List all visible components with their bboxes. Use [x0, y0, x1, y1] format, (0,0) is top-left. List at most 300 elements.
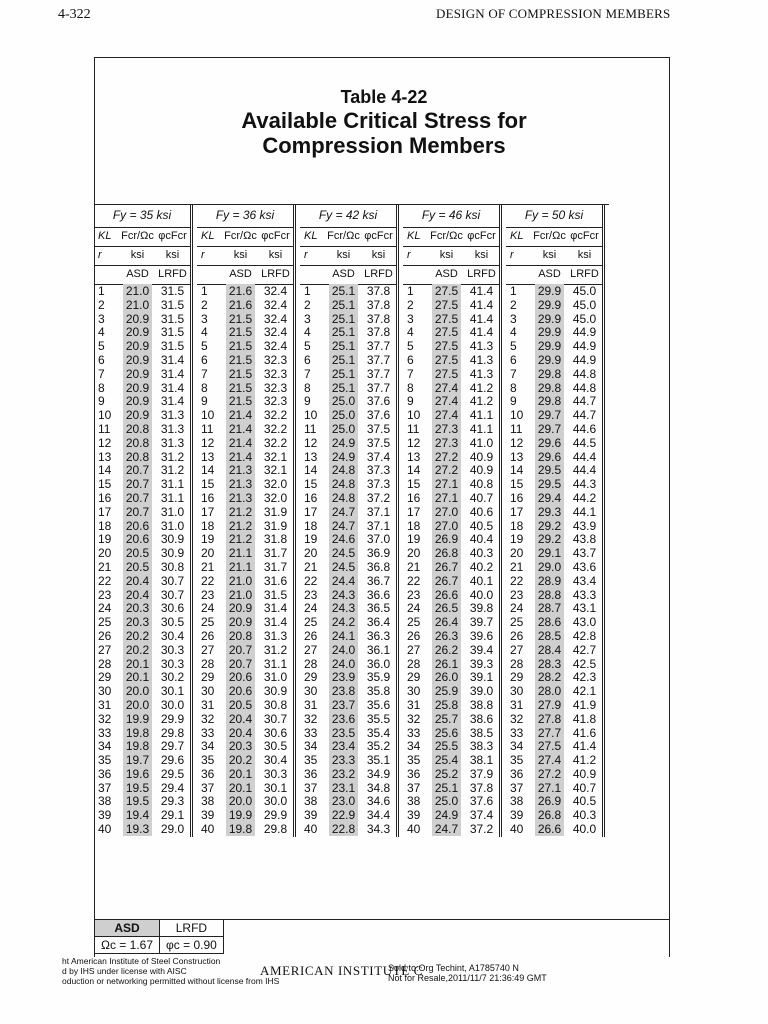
column-header: φcFcr — [258, 228, 295, 247]
table-row — [506, 340, 604, 354]
lrfd-stress-value: 31.4 — [258, 602, 295, 616]
asd-cell — [532, 561, 567, 575]
lrfd-stress-value: 31.0 — [155, 520, 192, 534]
kl-r-value: 34 — [201, 739, 215, 754]
lrfd-stress-value: 31.3 — [155, 437, 192, 451]
kl-r-value: 28 — [304, 656, 318, 671]
table-row — [403, 326, 501, 340]
table-row — [197, 368, 295, 382]
asd-stress-value: 29.7 — [535, 408, 564, 422]
lrfd-stress-value: 41.2 — [464, 395, 501, 409]
asd-cell — [429, 823, 464, 837]
table-label: Table 4-22 — [340, 87, 428, 107]
asd-cell — [326, 713, 361, 727]
asd-cell — [326, 754, 361, 768]
kl-r-value: 24 — [304, 601, 318, 616]
lrfd-stress-value: 31.0 — [258, 671, 295, 685]
lrfd-stress-value: 31.4 — [155, 395, 192, 409]
lrfd-stress-value: 31.1 — [258, 658, 295, 672]
kl-r-value: 21 — [98, 559, 112, 574]
asd-cell — [326, 699, 361, 713]
column-header: ASD — [120, 266, 155, 285]
lrfd-stress-value: 37.4 — [361, 451, 398, 465]
table-row — [197, 740, 295, 754]
table-row — [506, 754, 604, 768]
asd-cell — [120, 464, 155, 478]
kl-r-value: 32 — [510, 711, 524, 726]
lrfd-stress-value: 40.2 — [464, 561, 501, 575]
table-row — [403, 589, 501, 603]
table-row — [300, 464, 398, 478]
asd-cell — [532, 326, 567, 340]
lrfd-stress-value: 37.5 — [361, 423, 398, 437]
kl-r-value: 10 — [304, 408, 318, 423]
lrfd-stress-value: 40.7 — [464, 492, 501, 506]
lrfd-stress-value: 37.6 — [361, 409, 398, 423]
table-row — [94, 671, 192, 685]
asd-cell — [326, 368, 361, 382]
lrfd-stress-value: 35.9 — [361, 671, 398, 685]
table-row — [506, 685, 604, 699]
kl-r-value: 33 — [304, 725, 318, 740]
kl-r-value: 4 — [304, 325, 311, 340]
lrfd-stress-value: 32.4 — [258, 326, 295, 340]
table-row — [300, 630, 398, 644]
asd-cell — [532, 506, 567, 520]
asd-stress-value: 24.8 — [329, 491, 358, 505]
lrfd-stress-value: 40.7 — [567, 782, 604, 796]
asd-stress-value: 27.5 — [432, 325, 461, 339]
asd-stress-value: 19.9 — [123, 712, 152, 726]
lrfd-stress-value: 36.4 — [361, 616, 398, 630]
table-row — [94, 326, 192, 340]
lrfd-stress-value: 44.3 — [567, 478, 604, 492]
lrfd-stress-value: 37.8 — [361, 285, 398, 299]
lrfd-stress-value: 36.9 — [361, 547, 398, 561]
kl-r-value: 38 — [201, 794, 215, 809]
table-row — [300, 713, 398, 727]
table-row — [506, 299, 604, 313]
asd-stress-value: 27.4 — [432, 381, 461, 395]
table-row — [94, 506, 192, 520]
column-header: KL — [403, 228, 429, 247]
lrfd-stress-value: 30.0 — [155, 699, 192, 713]
lrfd-stress-value: 32.0 — [258, 492, 295, 506]
table-row — [403, 547, 501, 561]
table-row — [506, 713, 604, 727]
asd-cell — [429, 768, 464, 782]
kl-r-value: 11 — [201, 421, 214, 436]
kl-r-value: 19 — [201, 532, 215, 547]
asd-stress-value: 26.8 — [432, 546, 461, 560]
kl-r-value: 17 — [510, 504, 524, 519]
table-row — [197, 299, 295, 313]
kl-r-value: 27 — [201, 642, 215, 657]
table-row — [94, 382, 192, 396]
lrfd-stress-value: 44.5 — [567, 437, 604, 451]
asd-cell — [532, 699, 567, 713]
asd-cell — [429, 616, 464, 630]
kl-r-value: 40 — [304, 822, 318, 837]
kl-r-value: 27 — [407, 642, 421, 657]
kl-r-value: 27 — [304, 642, 318, 657]
asd-cell — [223, 533, 258, 547]
asd-stress-value: 29.3 — [535, 505, 564, 519]
table-row — [94, 492, 192, 506]
lrfd-stress-value: 44.7 — [567, 409, 604, 423]
kl-r-value: 31 — [407, 697, 421, 712]
kl-r-value: 33 — [510, 725, 524, 740]
asd-stress-value: 21.5 — [226, 394, 255, 408]
asd-cell — [326, 658, 361, 672]
kl-r-value: 16 — [98, 490, 112, 505]
asd-stress-value: 29.7 — [535, 422, 564, 436]
lrfd-stress-value: 41.4 — [567, 740, 604, 754]
lrfd-stress-value: 37.1 — [361, 520, 398, 534]
column-header: KL — [197, 228, 223, 247]
fy-header: Fy = 46 ksi — [403, 205, 501, 228]
lrfd-stress-value: 37.1 — [361, 506, 398, 520]
lrfd-stress-value: 35.1 — [361, 754, 398, 768]
asd-stress-value: 27.2 — [432, 463, 461, 477]
asd-cell — [326, 795, 361, 809]
asd-stress-value: 19.7 — [123, 753, 152, 767]
table-row — [403, 533, 501, 547]
legend-asd: ASD — [95, 920, 160, 937]
asd-stress-value: 27.5 — [432, 353, 461, 367]
table-row — [94, 630, 192, 644]
column-header: LRFD — [155, 266, 192, 285]
lrfd-stress-value: 34.4 — [361, 809, 398, 823]
asd-stress-value: 20.3 — [226, 739, 255, 753]
asd-stress-value: 29.2 — [535, 519, 564, 533]
kl-r-value: 30 — [98, 684, 112, 699]
table-row — [506, 409, 604, 423]
lrfd-stress-value: 43.8 — [567, 533, 604, 547]
kl-r-value: 31 — [304, 697, 318, 712]
table-row — [197, 354, 295, 368]
asd-cell — [326, 602, 361, 616]
lrfd-stress-value: 31.7 — [258, 561, 295, 575]
asd-cell — [532, 671, 567, 685]
asd-cell — [326, 451, 361, 465]
lrfd-stress-value: 29.3 — [155, 795, 192, 809]
table-row — [506, 768, 604, 782]
copyright-line2: d by IHS under license with AISC — [62, 966, 187, 976]
kl-r-value: 19 — [98, 532, 112, 547]
asd-cell — [120, 713, 155, 727]
table-row — [197, 754, 295, 768]
table-row — [403, 658, 501, 672]
kl-r-value: 26 — [407, 628, 421, 643]
kl-r-value: 6 — [510, 352, 517, 367]
kl-r-value: 17 — [201, 504, 215, 519]
lrfd-stress-value: 29.8 — [258, 823, 295, 837]
table-row — [403, 630, 501, 644]
lrfd-stress-value: 41.3 — [464, 340, 501, 354]
kl-r-value: 2 — [98, 297, 105, 312]
asd-cell — [120, 368, 155, 382]
table-row — [403, 809, 501, 823]
lrfd-stress-value: 37.5 — [361, 437, 398, 451]
table-row — [94, 740, 192, 754]
asd-stress-value: 20.5 — [123, 560, 152, 574]
kl-r-value: 26 — [201, 628, 215, 643]
table-row — [506, 589, 604, 603]
table-row — [403, 382, 501, 396]
asd-cell — [120, 506, 155, 520]
table-row — [94, 533, 192, 547]
asd-cell — [223, 395, 258, 409]
asd-cell — [429, 340, 464, 354]
lrfd-stress-value: 41.4 — [464, 326, 501, 340]
table-row — [94, 809, 192, 823]
lrfd-stress-value: 31.5 — [155, 285, 192, 299]
kl-r-value: 26 — [510, 628, 524, 643]
asd-stress-value: 21.1 — [226, 560, 255, 574]
asd-cell — [326, 464, 361, 478]
lrfd-stress-value: 37.4 — [464, 809, 501, 823]
table-row — [300, 782, 398, 796]
asd-cell — [223, 809, 258, 823]
kl-r-value: 21 — [407, 559, 421, 574]
asd-stress-value: 27.3 — [432, 436, 461, 450]
asd-cell — [532, 354, 567, 368]
table-row — [300, 727, 398, 741]
lrfd-stress-value: 31.9 — [258, 506, 295, 520]
asd-cell — [223, 382, 258, 396]
asd-cell — [532, 809, 567, 823]
column-header: ASD — [223, 266, 258, 285]
table-row — [94, 451, 192, 465]
lrfd-stress-value: 35.2 — [361, 740, 398, 754]
lrfd-stress-value: 40.4 — [464, 533, 501, 547]
asd-cell — [120, 520, 155, 534]
table-row — [506, 809, 604, 823]
asd-stress-value: 27.1 — [432, 491, 461, 505]
column-header: KL — [506, 228, 532, 247]
asd-stress-value: 23.7 — [329, 698, 358, 712]
lrfd-stress-value: 39.3 — [464, 658, 501, 672]
table-row — [197, 602, 295, 616]
lrfd-stress-value: 38.8 — [464, 699, 501, 713]
kl-r-value: 40 — [510, 822, 524, 837]
asd-cell — [223, 713, 258, 727]
table-row — [403, 740, 501, 754]
asd-cell — [326, 630, 361, 644]
asd-cell — [120, 685, 155, 699]
lrfd-stress-value: 32.2 — [258, 423, 295, 437]
asd-stress-value: 22.9 — [329, 808, 358, 822]
asd-cell — [120, 423, 155, 437]
asd-stress-value: 20.0 — [226, 794, 255, 808]
asd-stress-value: 26.7 — [432, 560, 461, 574]
lrfd-stress-value: 31.5 — [155, 340, 192, 354]
asd-cell — [326, 354, 361, 368]
column-header: ASD — [532, 266, 567, 285]
asd-cell — [429, 589, 464, 603]
table-row — [94, 285, 192, 299]
asd-stress-value: 29.6 — [535, 450, 564, 464]
asd-stress-value: 26.4 — [432, 615, 461, 629]
kl-r-value: 18 — [201, 518, 215, 533]
lrfd-stress-value: 31.6 — [258, 575, 295, 589]
asd-stress-value: 29.9 — [535, 325, 564, 339]
kl-r-value: 39 — [407, 808, 421, 823]
asd-stress-value: 21.0 — [226, 588, 255, 602]
table-row — [300, 506, 398, 520]
lrfd-stress-value: 43.1 — [567, 602, 604, 616]
asd-stress-value: 20.3 — [123, 615, 152, 629]
asd-cell — [429, 464, 464, 478]
asd-cell — [120, 395, 155, 409]
table-row — [506, 326, 604, 340]
table-row — [403, 561, 501, 575]
kl-r-value: 28 — [407, 656, 421, 671]
table-row — [94, 602, 192, 616]
asd-cell — [120, 809, 155, 823]
asd-stress-value: 20.4 — [226, 712, 255, 726]
asd-cell — [429, 382, 464, 396]
column-header: Fcr/Ωc — [326, 228, 361, 247]
asd-cell — [429, 575, 464, 589]
fy-header: Fy = 42 ksi — [300, 205, 398, 228]
asd-cell — [429, 451, 464, 465]
kl-r-value: 6 — [98, 352, 105, 367]
table-row — [403, 354, 501, 368]
legend-lrfd: LRFD — [160, 920, 224, 937]
fy-header: Fy = 50 ksi — [506, 205, 604, 228]
table-row — [403, 671, 501, 685]
lrfd-stress-value: 40.3 — [464, 547, 501, 561]
kl-r-value: 16 — [407, 490, 421, 505]
asd-cell — [120, 699, 155, 713]
column-header: r — [403, 247, 429, 266]
asd-stress-value: 19.8 — [226, 822, 255, 836]
lrfd-stress-value: 42.7 — [567, 644, 604, 658]
table-row — [94, 727, 192, 741]
table-row — [300, 340, 398, 354]
asd-stress-value: 28.3 — [535, 657, 564, 671]
asd-cell — [120, 823, 155, 837]
lrfd-stress-value: 43.0 — [567, 616, 604, 630]
asd-cell — [326, 506, 361, 520]
asd-stress-value: 20.7 — [123, 477, 152, 491]
table-row — [197, 451, 295, 465]
asd-stress-value: 24.5 — [329, 546, 358, 560]
lrfd-stress-value: 41.8 — [567, 713, 604, 727]
kl-r-value: 12 — [407, 435, 421, 450]
lrfd-stress-value: 31.1 — [155, 492, 192, 506]
asd-stress-value: 21.5 — [226, 367, 255, 381]
lrfd-stress-value: 30.5 — [258, 740, 295, 754]
column-header — [403, 266, 429, 285]
lrfd-stress-value: 30.4 — [258, 754, 295, 768]
asd-stress-value: 29.1 — [535, 546, 564, 560]
asd-stress-value: 25.0 — [329, 394, 358, 408]
asd-cell — [326, 547, 361, 561]
asd-stress-value: 20.9 — [123, 353, 152, 367]
asd-cell — [532, 713, 567, 727]
asd-cell — [326, 478, 361, 492]
lrfd-stress-value: 37.7 — [361, 340, 398, 354]
lrfd-stress-value: 40.9 — [464, 464, 501, 478]
column-header: ksi — [326, 247, 361, 266]
kl-r-value: 20 — [98, 546, 112, 561]
kl-r-value: 19 — [510, 532, 524, 547]
table-row — [506, 464, 604, 478]
asd-stress-value: 19.3 — [123, 822, 152, 836]
kl-r-value: 33 — [201, 725, 215, 740]
kl-r-value: 6 — [304, 352, 311, 367]
asd-cell — [120, 547, 155, 561]
asd-cell — [429, 299, 464, 313]
asd-stress-value: 20.1 — [226, 781, 255, 795]
kl-r-value: 1 — [407, 284, 414, 298]
asd-cell — [429, 713, 464, 727]
kl-r-value: 24 — [510, 601, 524, 616]
page-number: 4-322 — [58, 7, 91, 22]
asd-cell — [532, 795, 567, 809]
asd-stress-value: 25.6 — [432, 726, 461, 740]
asd-cell — [326, 492, 361, 506]
kl-r-value: 36 — [98, 766, 112, 781]
kl-r-value: 8 — [304, 380, 311, 395]
asd-cell — [532, 464, 567, 478]
table-row — [300, 326, 398, 340]
lrfd-stress-value: 32.3 — [258, 354, 295, 368]
lrfd-stress-value: 40.9 — [464, 451, 501, 465]
lrfd-stress-value: 29.1 — [155, 809, 192, 823]
lrfd-stress-value: 31.0 — [155, 506, 192, 520]
asd-stress-value: 25.0 — [329, 408, 358, 422]
kl-r-value: 20 — [407, 546, 421, 561]
table-row — [197, 285, 295, 299]
asd-stress-value: 27.5 — [432, 367, 461, 381]
asd-stress-value: 26.9 — [432, 532, 461, 546]
lrfd-stress-value: 44.1 — [567, 506, 604, 520]
asd-stress-value: 25.7 — [432, 712, 461, 726]
lrfd-stress-value: 31.4 — [155, 368, 192, 382]
lrfd-stress-value: 29.4 — [155, 782, 192, 796]
fy-group-5 — [506, 205, 605, 837]
lrfd-stress-value: 30.3 — [155, 644, 192, 658]
asd-cell — [326, 685, 361, 699]
kl-r-value: 24 — [407, 601, 421, 616]
asd-cell — [223, 699, 258, 713]
asd-stress-value: 26.3 — [432, 629, 461, 643]
column-header: KL — [300, 228, 326, 247]
kl-r-value: 14 — [304, 463, 318, 478]
asd-stress-value: 20.9 — [123, 367, 152, 381]
kl-r-value: 11 — [407, 421, 420, 436]
asd-cell — [429, 602, 464, 616]
asd-stress-value: 29.6 — [535, 436, 564, 450]
table-row — [300, 354, 398, 368]
kl-r-value: 5 — [407, 339, 414, 354]
asd-cell — [223, 478, 258, 492]
lrfd-stress-value: 41.3 — [464, 368, 501, 382]
asd-cell — [120, 561, 155, 575]
asd-cell — [326, 326, 361, 340]
table-row — [300, 740, 398, 754]
kl-r-value: 12 — [98, 435, 112, 450]
table-row — [506, 368, 604, 382]
asd-cell — [532, 395, 567, 409]
asd-stress-value: 21.0 — [226, 574, 255, 588]
asd-cell — [532, 423, 567, 437]
asd-cell — [120, 658, 155, 672]
